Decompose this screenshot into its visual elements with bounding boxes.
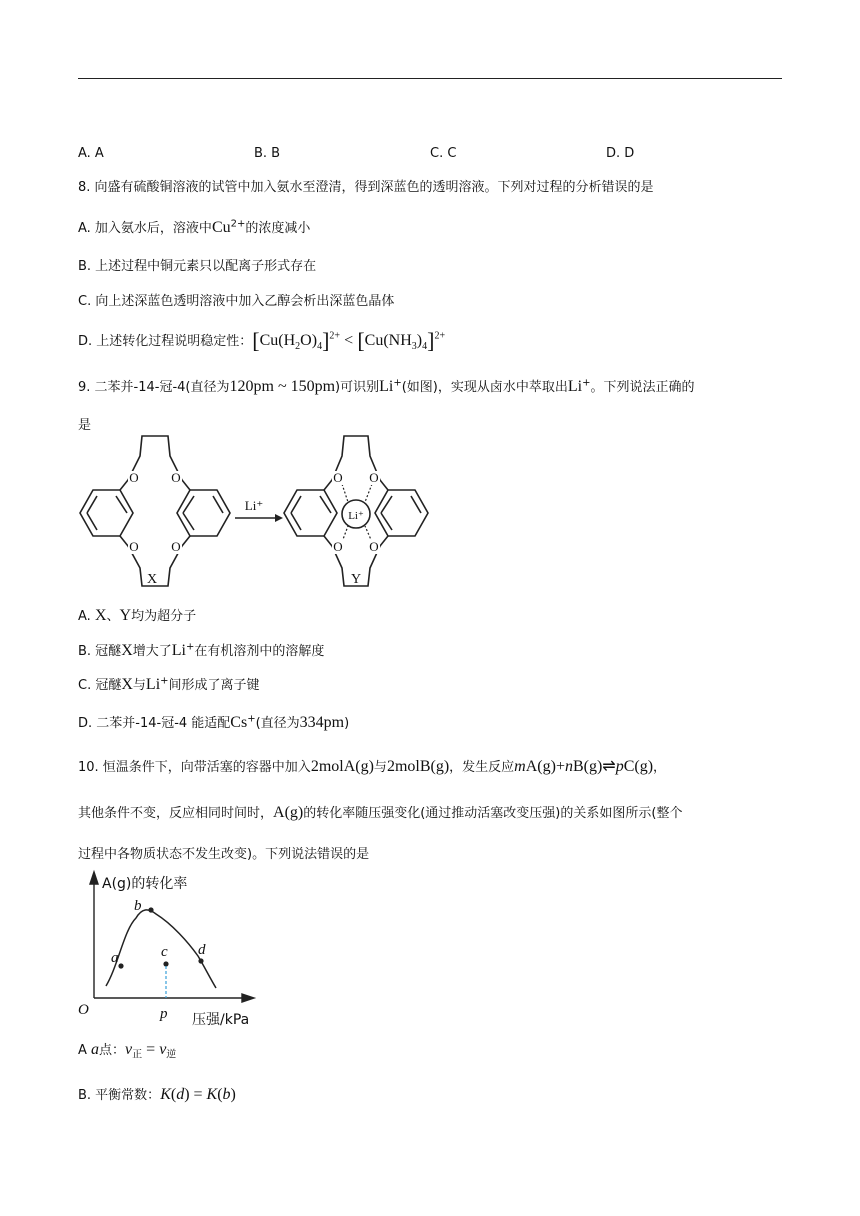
q9-option-d (78, 713, 349, 734)
oxygen-label: O (333, 470, 343, 485)
q8-option-d (78, 328, 446, 353)
q10-b-b: b (222, 1086, 231, 1103)
q10-stem-line-3: 过程中各物质状态不发生改变)。下列说法错误的是 (78, 847, 370, 862)
q9-c-plus: + (160, 675, 169, 687)
q8-d-f2c: ) (416, 332, 423, 349)
point-a (118, 963, 123, 968)
crown-ether-figure (70, 428, 440, 592)
q8-option-a (78, 218, 310, 239)
q8-a-text: A. 加入氨水后，溶液中 (78, 221, 212, 236)
header-rule (78, 78, 782, 79)
q9-stem-1: 9. 二苯并-14-冠-4(直径为 (78, 380, 230, 395)
oxygen-label: O (129, 539, 139, 554)
q10-comma: ， (653, 760, 667, 775)
q9-d-text: D. 二苯并-14-冠-4 能适配 (78, 716, 231, 731)
q8-a-text-end: 的浓度减小 (245, 221, 311, 236)
q10-a-sub-reverse: 逆 (166, 1049, 177, 1061)
oxygen-label: O (333, 539, 343, 554)
arrow-label: Li⁺ (244, 498, 264, 513)
q10-reactant-a: A(g)+ (525, 758, 565, 775)
q8-a-ion: Cu (211, 219, 231, 236)
q9-a-sep: 、 (106, 609, 120, 624)
q8-d-f1b: 2 (295, 341, 301, 353)
q10-a-equals: = (142, 1041, 160, 1058)
option-c: C. C (430, 146, 457, 161)
q10-text-3: 其他条件不变，反应相同时间时， (78, 806, 274, 821)
q9-plus-1: + (393, 377, 402, 389)
y-axis-arrow (90, 872, 98, 884)
q9-stem-3: (如图)，实现从卤水中萃取出 (401, 380, 568, 395)
q10-a-sub-forward: 正 (132, 1049, 143, 1061)
q10-text-4: 的转化率随压强变化(通过推动活塞改变压强)的关系如图所示(整个 (303, 806, 683, 821)
q10-and: 与 (373, 760, 387, 775)
label-a: a (111, 950, 119, 966)
q9-b-text: B. 冠醚 (78, 644, 122, 659)
q8-d-f1c: O) (300, 332, 318, 349)
q10-b-text: B. 平衡常数： (78, 1088, 161, 1103)
q9-c-mid: 与 (132, 678, 146, 693)
q9-plus-2: + (582, 377, 591, 389)
q10-b-k1: K (160, 1086, 171, 1103)
q8-stem: 8. 向盛有硫酸铜溶液的试管中加入氨水至澄清，得到深蓝色的透明溶液。下列对过程的分析错误的是 (78, 180, 654, 195)
option-d: D. D (606, 146, 635, 161)
q9-c-x: X (121, 676, 133, 693)
q9-option-c (78, 675, 260, 696)
molecule-y-label: Y (350, 572, 362, 587)
molecule-x (80, 436, 230, 586)
point-d (198, 958, 203, 963)
q8-d-f1a: Cu(H (259, 332, 296, 349)
q9-b-mid: 增大了 (132, 644, 172, 659)
q9-d-val: 334pm (299, 714, 345, 731)
point-b (148, 907, 153, 912)
q9-stem-4: 。下列说法正确的 (590, 380, 695, 395)
q8-option-b: B. 上述过程中铜元素只以配离子形式存在 (78, 259, 317, 274)
q9-d-plus: + (247, 713, 256, 725)
x-axis-arrow (242, 994, 254, 1002)
q10-coef-p: p (615, 758, 624, 775)
q9-b-li: Li (171, 642, 186, 659)
q9-b-text-end: 在有机溶剂中的溶解度 (194, 644, 325, 659)
conversion-pressure-graph (72, 866, 282, 1030)
oxygen-label: O (171, 539, 181, 554)
q10-a-v1: v (125, 1041, 133, 1058)
point-c (163, 961, 168, 966)
x-axis-label: 压强/kPa (192, 1012, 250, 1028)
oxygen-label: O (129, 470, 139, 485)
q9-b-x: X (121, 642, 133, 659)
q10-stem-line-2 (78, 803, 682, 824)
q10-b-k2: K (206, 1086, 218, 1103)
q9-li-1: Li (379, 378, 394, 395)
q10-option-b: B. 平衡常数：K(d) = K(b) (78, 1086, 236, 1103)
q8-d-f1d: 4 (317, 341, 323, 353)
q9-stem-2: )可识别 (335, 380, 380, 395)
q10-text-1: 10. 恒温条件下，向带活塞的容器中加入 (78, 760, 311, 775)
molecule-x-label: X (146, 572, 158, 587)
q8-d-less-than: < (344, 332, 354, 349)
q9-c-text-end: 间形成了离子键 (168, 678, 260, 693)
q8-d-f2b: 3 (411, 341, 417, 353)
q9-a-text-end: 均为超分子 (131, 609, 197, 624)
q8-d-text: D. 上述转化过程说明稳定性： (78, 334, 253, 349)
q9-b-plus: + (185, 641, 195, 653)
q10-text-2: ，发生反应 (449, 760, 515, 775)
q9-a-text: A. (78, 609, 95, 624)
option-a: A. A (78, 146, 104, 161)
q9-d-end: ) (344, 716, 350, 731)
previous-question-options (78, 144, 782, 164)
q8-d-f2a: Cu(NH (364, 332, 412, 349)
q9-option-b (78, 641, 324, 662)
q10-a-mid: 点： (99, 1043, 126, 1058)
label-b: b (134, 898, 142, 914)
q8-d-f2d: 4 (422, 341, 428, 353)
label-c: c (161, 944, 168, 960)
origin-label: O (78, 1002, 89, 1018)
q8-a-charge: 2+ (230, 218, 246, 230)
q10-stem-line-1 (78, 757, 666, 778)
q8-option-c: C. 向上述深蓝色透明溶液中加入乙醇会析出深蓝色晶体 (78, 294, 395, 309)
q10-coef-n: n (564, 758, 573, 775)
reaction-arrow (235, 498, 283, 522)
option-b: B. B (254, 146, 281, 161)
q10-b-equals: = (189, 1086, 207, 1103)
p-label: p (160, 1006, 168, 1022)
lithium-ion-label: Li⁺ (348, 510, 364, 522)
q8-d-f2e: 2+ (434, 330, 446, 342)
q10-coef-m: m (514, 758, 526, 775)
y-axis-label: A(g)的转化率 (102, 876, 188, 892)
q9-d-ion: Cs (230, 714, 248, 731)
q10-option-a (78, 1040, 176, 1061)
q9-stem-continued: 是 (78, 418, 92, 433)
q9-range: 120pm ~ 150pm (229, 378, 336, 395)
q9-a-x: X (94, 607, 107, 624)
oxygen-label: O (369, 539, 379, 554)
q9-c-li: Li (145, 676, 161, 693)
oxygen-label: O (369, 470, 379, 485)
q10-a-text: A (78, 1043, 92, 1058)
q8-d-f1e: 2+ (329, 330, 341, 342)
q9-option-a (78, 606, 196, 627)
q8-d-formula-2: $[Cu(NH_3)_4]^{2+}$ (357, 328, 446, 353)
q10-reactant-b: B(g) (572, 758, 603, 775)
q10-a-g: A(g) (273, 804, 304, 821)
q10-amount-b: 2molB(g) (386, 758, 450, 775)
q10-a-v2: v (159, 1041, 167, 1058)
q9-c-text: C. 冠醚 (78, 678, 122, 693)
q9-d-mid: (直径为 (255, 716, 300, 731)
q9-a-y: Y (119, 607, 132, 624)
q9-li-2: Li (567, 378, 583, 395)
q10-amount-a: 2molA(g) (310, 758, 374, 775)
q10-a-point: a (91, 1041, 100, 1058)
q8-d-formula-1: $[Cu(H_2O)_4]^{2+}$ (252, 328, 341, 353)
q10-b-d: d (176, 1086, 185, 1103)
oxygen-label: O (171, 470, 181, 485)
q10-product-c: C(g) (623, 758, 654, 775)
q10-equilibrium-arrow: ⇌ (602, 758, 616, 775)
q9-stem (78, 377, 695, 398)
label-d: d (198, 942, 206, 958)
